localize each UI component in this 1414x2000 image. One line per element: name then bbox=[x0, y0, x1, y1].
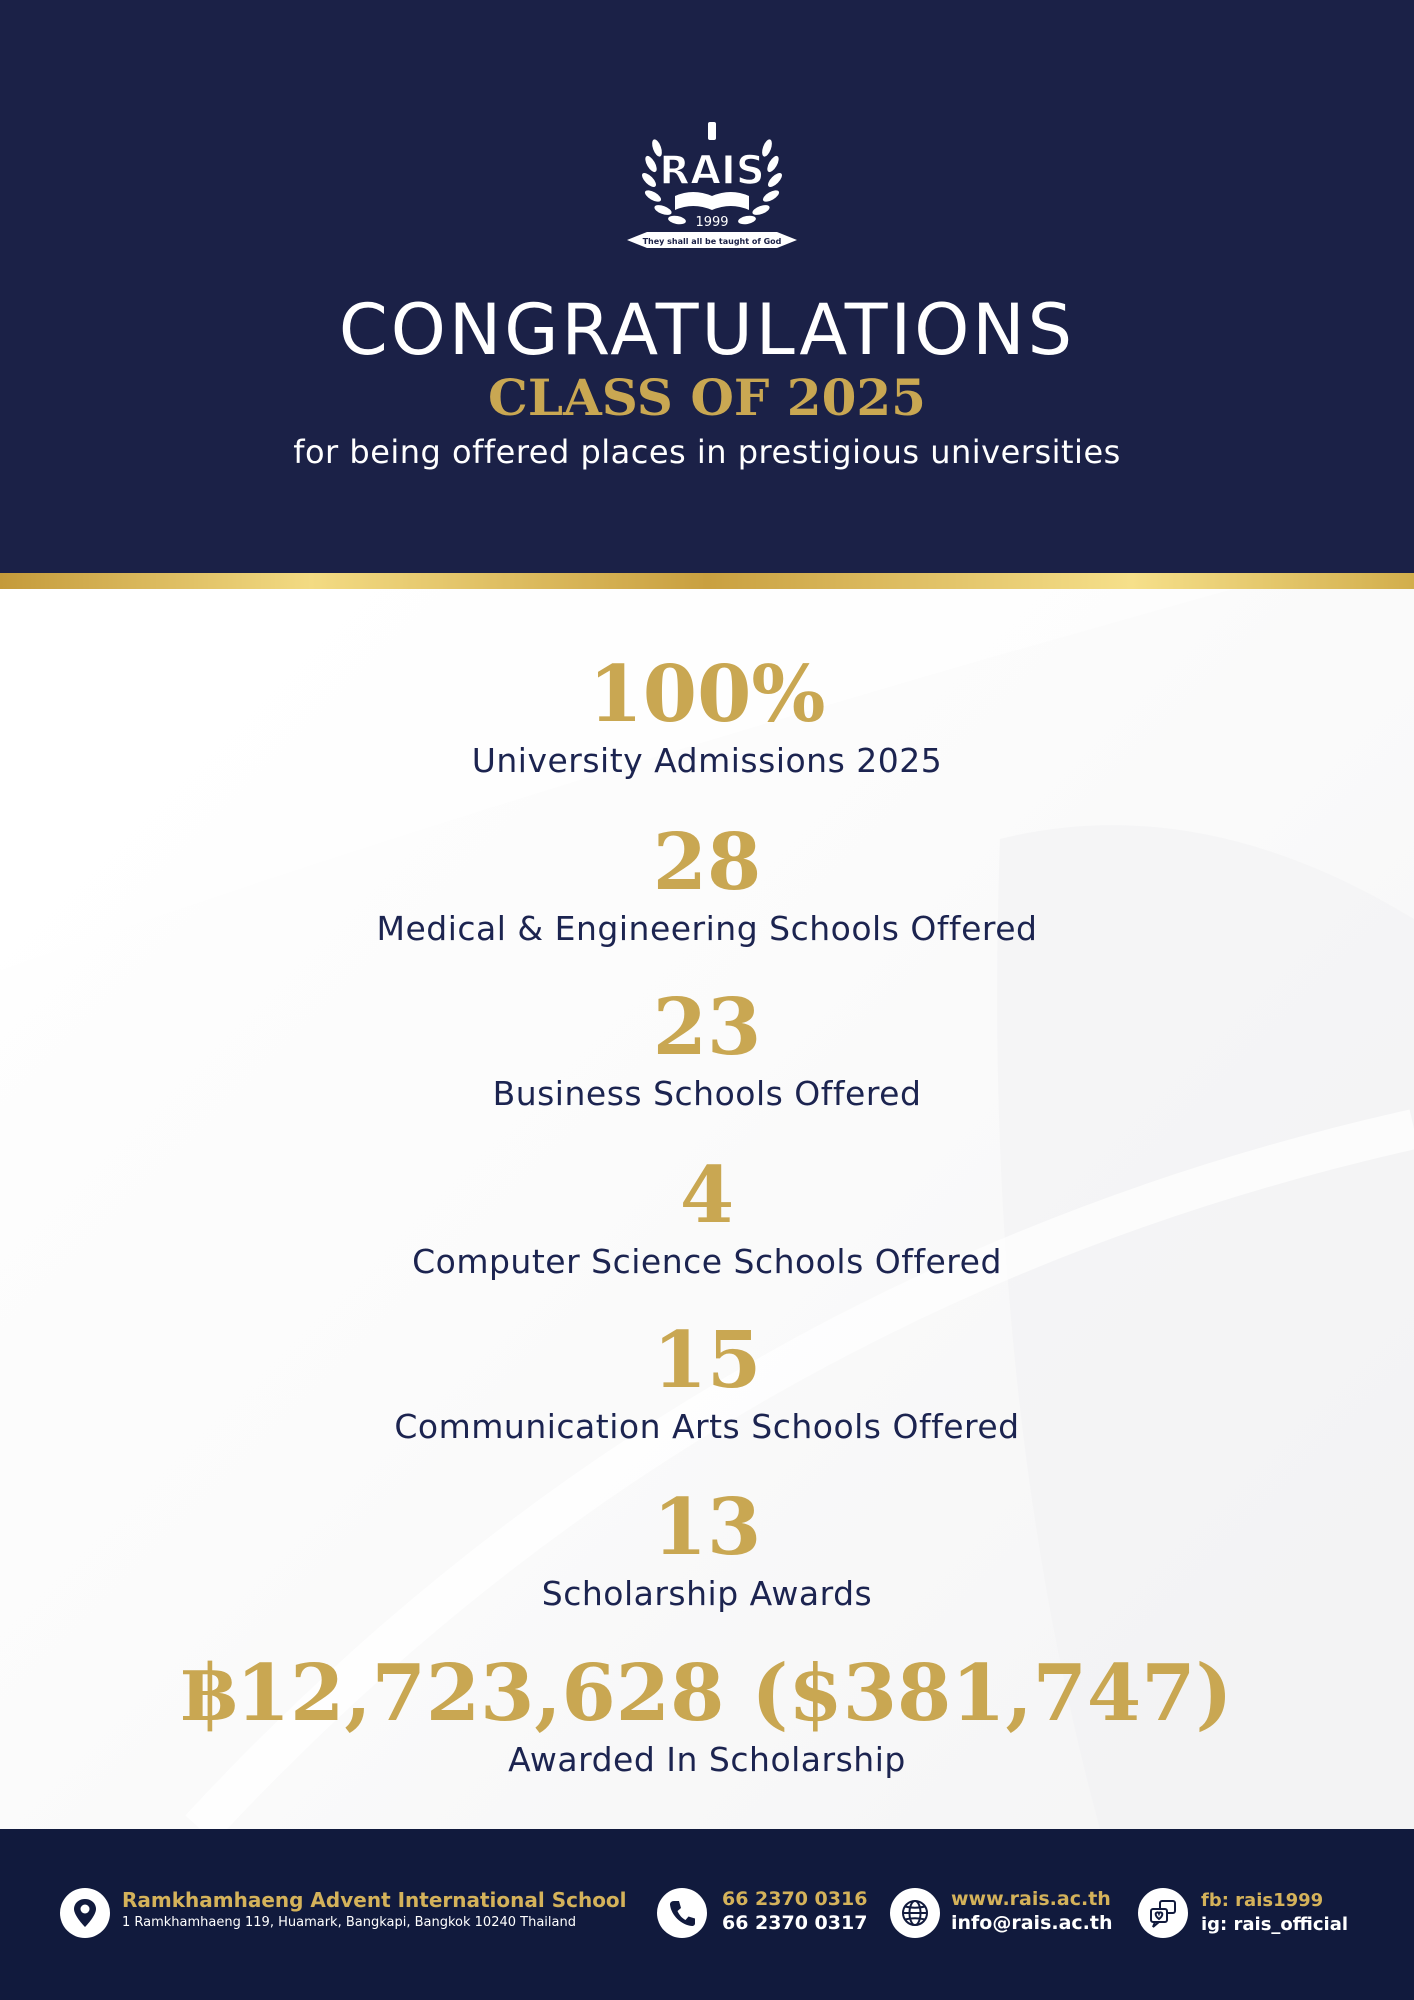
stat-label: University Admissions 2025 bbox=[471, 741, 943, 780]
facebook-handle[interactable]: fb: rais1999 bbox=[1201, 1890, 1324, 1911]
stat-value: 28 bbox=[652, 817, 762, 908]
logo-motto: They shall all be taught of God bbox=[642, 237, 782, 246]
stat-medical-engineering bbox=[0, 817, 1414, 949]
footer bbox=[0, 1829, 1414, 2000]
stat-scholarship-amount bbox=[0, 1648, 1414, 1780]
globe-icon bbox=[890, 1888, 940, 1938]
page-title: CONGRATULATIONS bbox=[338, 289, 1076, 371]
location-pin-icon bbox=[60, 1888, 110, 1938]
phone-number-1[interactable]: 66 2370 0316 bbox=[722, 1888, 868, 1910]
stat-label: Business Schools Offered bbox=[492, 1074, 922, 1113]
logo-text: RAIS bbox=[659, 148, 765, 194]
instagram-handle[interactable]: ig: rais_official bbox=[1201, 1914, 1349, 1935]
email-link[interactable]: info@rais.ac.th bbox=[951, 1912, 1113, 1934]
stat-communication-arts bbox=[0, 1315, 1414, 1447]
gold-divider bbox=[0, 573, 1414, 589]
stat-value: 13 bbox=[652, 1482, 762, 1573]
stat-business bbox=[0, 982, 1414, 1114]
stat-label: Scholarship Awards bbox=[541, 1574, 873, 1613]
stat-admissions bbox=[0, 649, 1414, 781]
school-name: Ramkhamhaeng Advent International School bbox=[122, 1888, 627, 1912]
phone-number-2[interactable]: 66 2370 0317 bbox=[722, 1912, 868, 1934]
stat-value: ฿12,723,628 ($381,747) bbox=[181, 1648, 1233, 1739]
stat-label: Medical & Engineering Schools Offered bbox=[376, 909, 1038, 948]
stat-label: Communication Arts Schools Offered bbox=[394, 1407, 1020, 1446]
website-link[interactable]: www.rais.ac.th bbox=[951, 1888, 1111, 1910]
tagline: for being offered places in prestigious universities bbox=[293, 433, 1121, 471]
stat-value: 23 bbox=[652, 982, 762, 1073]
stat-value: 4 bbox=[679, 1150, 735, 1241]
stats-section bbox=[0, 589, 1414, 1829]
chat-bubbles-icon bbox=[1138, 1888, 1188, 1938]
class-subtitle: CLASS OF 2025 bbox=[488, 368, 926, 427]
phone-icon bbox=[657, 1888, 707, 1938]
header-banner bbox=[0, 0, 1414, 573]
stat-label: Computer Science Schools Offered bbox=[412, 1242, 1002, 1281]
stat-computer-science bbox=[0, 1150, 1414, 1282]
stat-label: Awarded In Scholarship bbox=[508, 1740, 906, 1779]
school-logo bbox=[627, 118, 797, 258]
school-address: 1 Ramkhamhaeng 119, Huamark, Bangkapi, Bangkok 10240 Thailand bbox=[122, 1915, 576, 1930]
logo-year: 1999 bbox=[695, 215, 729, 230]
stat-value: 15 bbox=[652, 1315, 762, 1406]
stat-scholarship-awards bbox=[0, 1482, 1414, 1614]
stat-value: 100% bbox=[588, 649, 826, 740]
